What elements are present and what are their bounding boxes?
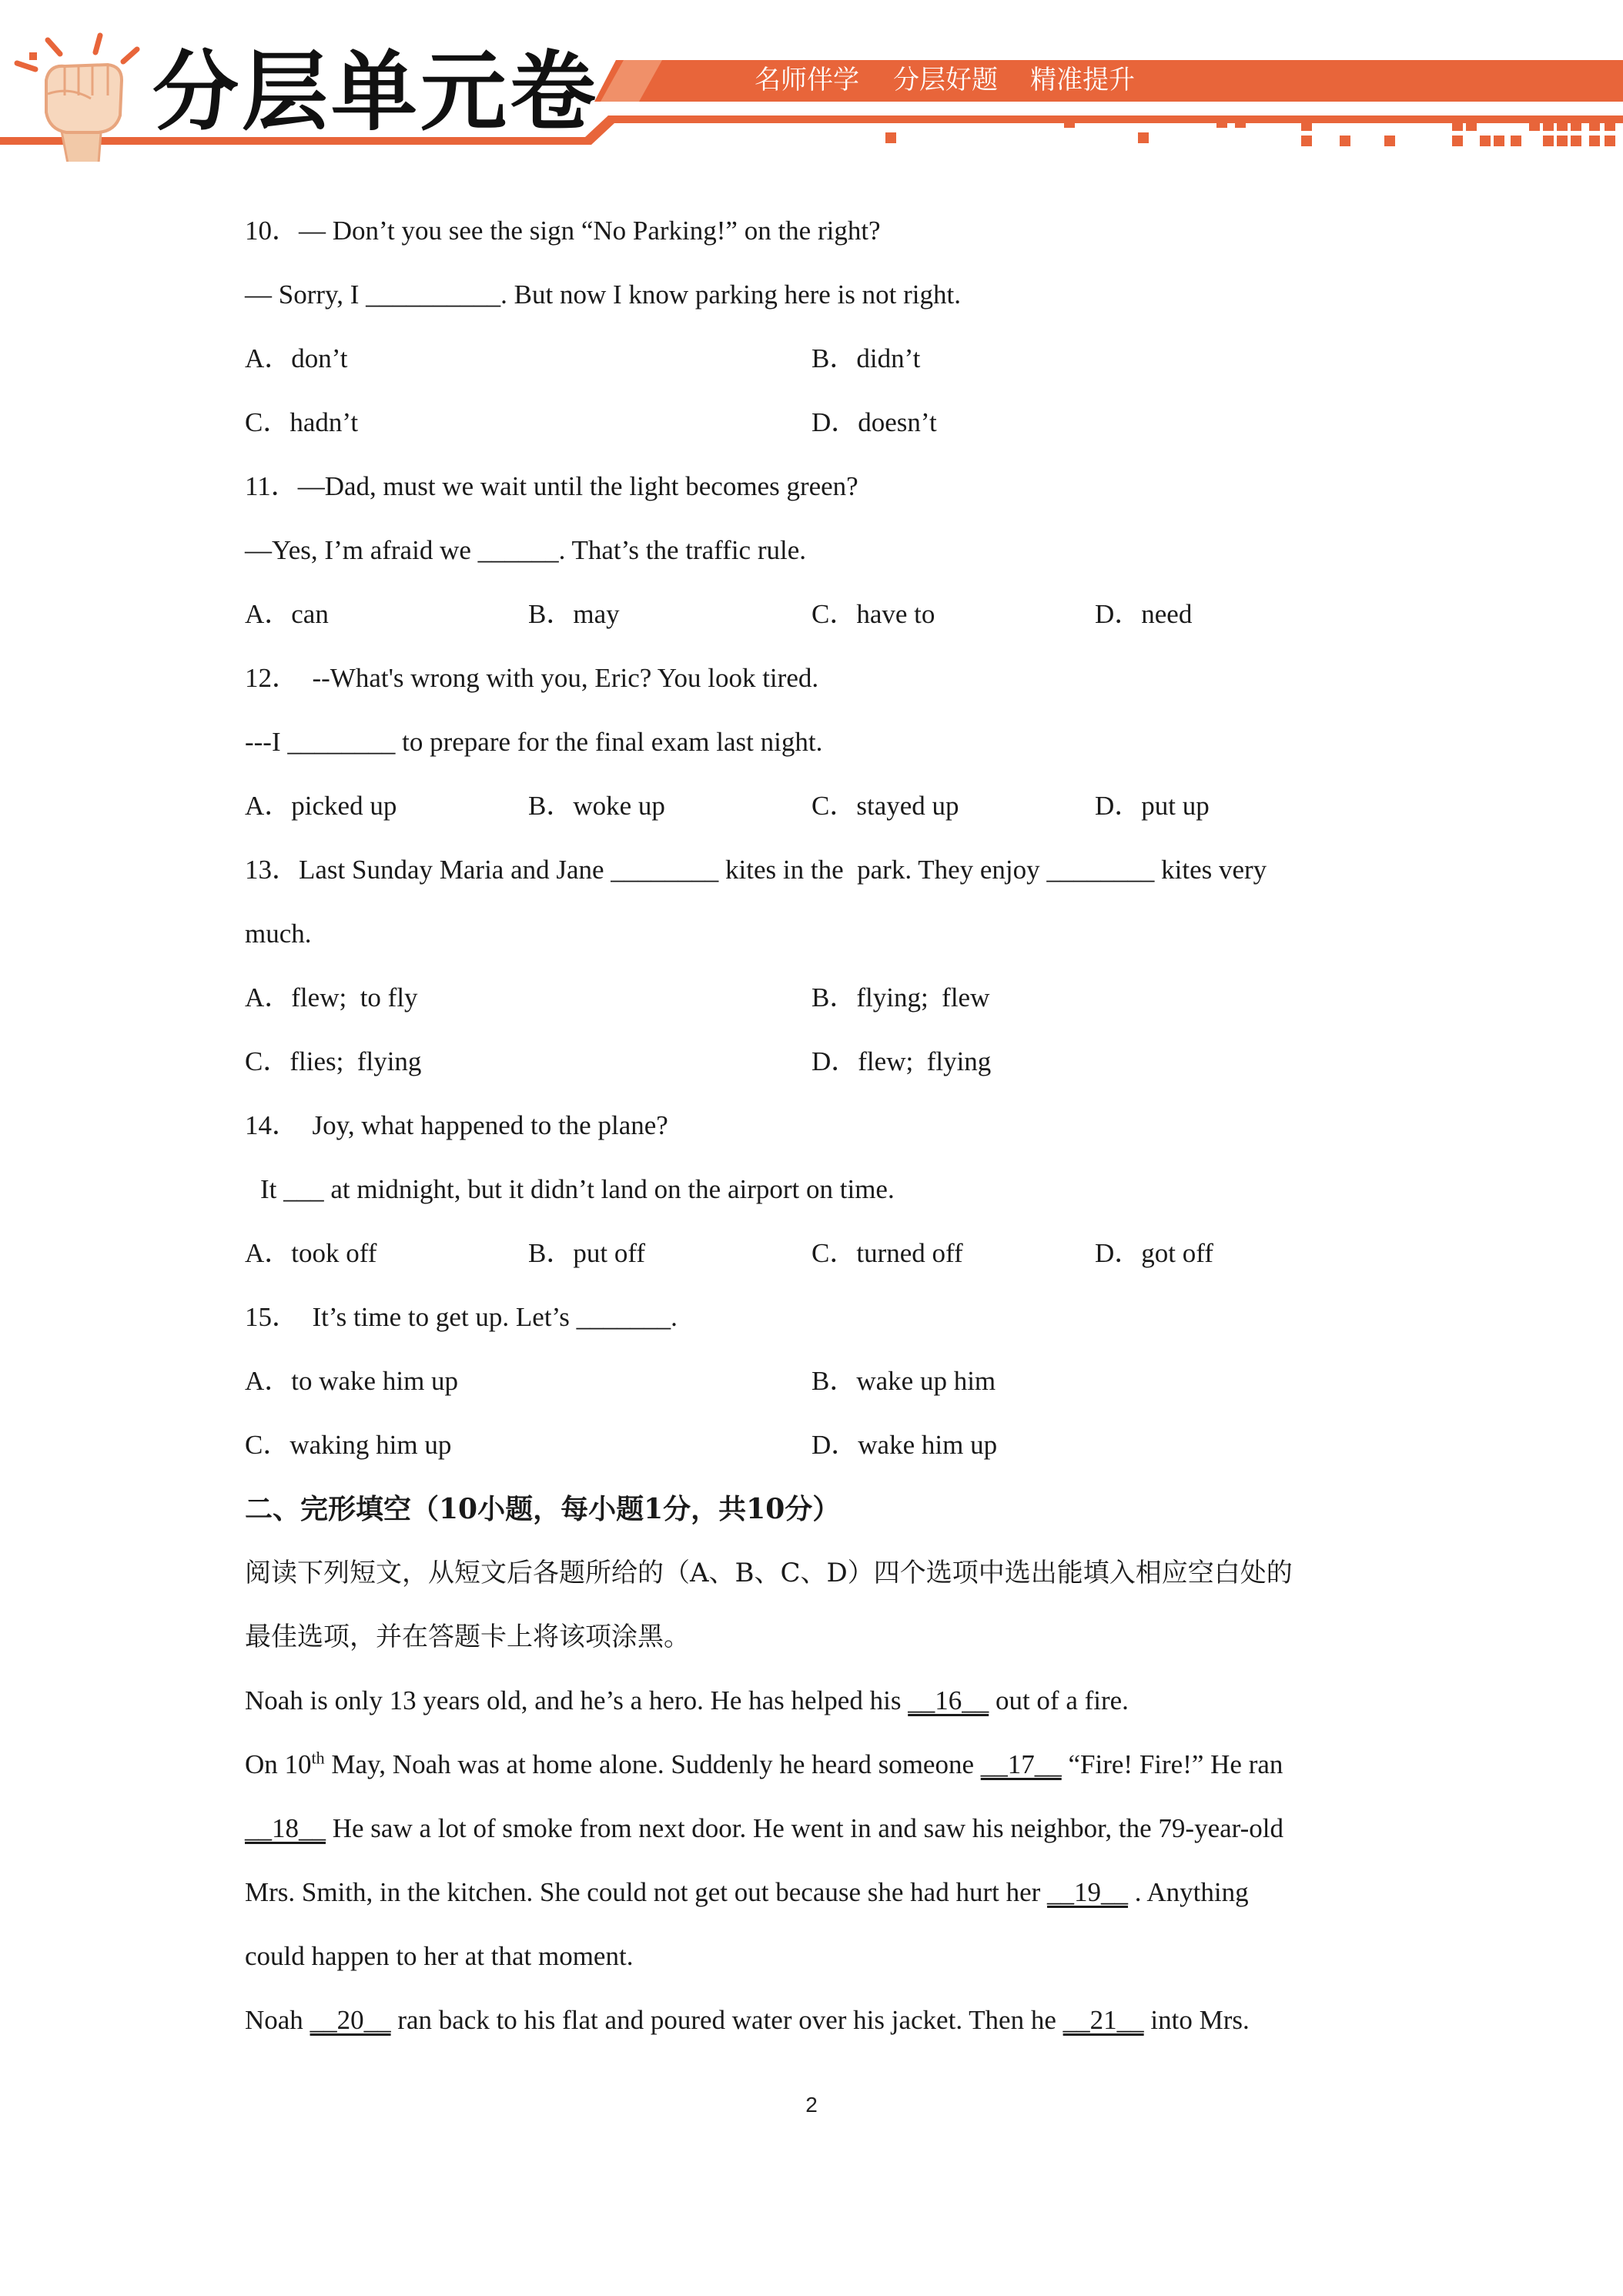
question-12-reply: ---I ________ to prepare for the final exam last night. [245,727,823,757]
option-b: B．didn’t [812,343,921,373]
question-13-stem-continued: much. [245,919,312,949]
option-d: D．need [1095,599,1193,629]
passage-line-6 [245,1991,1415,2055]
blank-18: __18__ [245,1813,326,1843]
option-c: C．flies; flying [245,1046,422,1076]
question-13-options-row-2 [245,1033,1415,1096]
passage-text: Noah [245,2005,310,2035]
option-c: C．stayed up [812,791,959,821]
blank-19: __19__ [1047,1877,1129,1907]
option-c: C．have to [812,599,935,629]
page-header [0,0,1623,162]
question-11-options [245,585,1415,649]
passage-text: On 10 [245,1749,312,1779]
question-11-stem: 11．—Dad, must we wait until the light becomes green? [245,471,858,501]
section-2-instruction-line-2: 最佳选项，并在答题卡上将该项涂黑。 [245,1622,690,1652]
passage-text: He saw a lot of smoke from next door. He went in and saw his neighbor, the 79-year-old [326,1813,1283,1843]
question-14-stem: 14． Joy, what happened to the plane? [245,1110,668,1140]
question-13-options-row-1 [245,969,1415,1033]
passage-text: ran back to his flat and poured water over his jacket. Then he [390,2005,1063,2035]
passage-text: May, Noah was at home alone. Suddenly he heard someone [324,1749,981,1779]
option-b: B．flying; flew [812,982,990,1012]
question-10-options-row-1 [245,330,1415,393]
question-15-stem: 15． It’s time to get up. Let’s _______. [245,1302,678,1332]
question-14-options [245,1224,1415,1288]
option-a: A．flew; to fly [245,982,418,1012]
question-12-stem: 12． --What's wrong with you, Eric? You look tired. [245,663,819,693]
passage-text: Noah is only 13 years old, and he’s a hero. He has helped his [245,1685,909,1715]
option-a: A．can [245,599,329,629]
option-d: D．wake him up [812,1430,998,1460]
option-b: B．wake up him [812,1366,996,1396]
passage-text: Mrs. Smith, in the kitchen. She could not get out because she had hurt her [245,1877,1048,1907]
question-13-stem: 13．Last Sunday Maria and Jane ________ kites in the park. They enjoy ________ kites very [245,855,1267,885]
passage-line-3 [245,1799,1415,1863]
question-10-stem: 10．— Don’t you see the sign “No Parking!” on the right? [245,216,881,246]
page-number: 2 [805,2093,818,2117]
passage-line-5: could happen to her at that moment. [245,1941,634,1971]
question-15-options-row-2 [245,1416,1415,1480]
question-12-options [245,777,1415,841]
question-14-reply: It ___ at midnight, but it didn’t land on the airport on time. [260,1174,895,1204]
slogan-2: 分层好题 [893,65,998,95]
exam-content [245,202,1415,2055]
section-2-heading: 二、完形填空（10小题，每小题1分，共10分） [245,1493,841,1525]
superscript-th: th [311,1748,325,1768]
option-b: B．woke up [528,791,665,821]
option-c: C．turned off [812,1238,963,1268]
option-a: A．don’t [245,343,348,373]
brand-title: 分层单元卷 [152,42,599,142]
passage-line-1 [245,1672,1415,1735]
blank-21: __21__ [1062,2005,1144,2035]
option-c: C．waking him up [245,1430,452,1460]
passage-line-2 [245,1735,1415,1799]
passage-line-4 [245,1863,1415,1927]
slogan-3: 精准提升 [1030,65,1135,95]
passage-text: into Mrs. [1143,2005,1250,2035]
option-c: C．hadn’t [245,407,359,437]
question-15-options-row-1 [245,1352,1415,1416]
option-b: B．put off [528,1238,645,1268]
option-b: B．may [528,599,620,629]
option-a: A．to wake him up [245,1366,459,1396]
option-d: D．doesn’t [812,407,937,437]
option-d: D．flew; flying [812,1046,992,1076]
passage-text: . Anything [1128,1877,1249,1907]
blank-16: __16__ [908,1685,989,1715]
slogan-1: 名师伴学 [755,65,859,95]
option-a: A．picked up [245,791,397,821]
option-a: A．took off [245,1238,377,1268]
passage-text: out of a fire. [989,1685,1129,1715]
section-2-instruction-line-1: 阅读下列短文，从短文后各题所给的（A、B、C、D）四个选项中选出能填入相应空白处的 [245,1558,1293,1588]
question-10-reply: — Sorry, I __________. But now I know parking here is not right. [245,279,961,310]
question-11-reply: —Yes, I’m afraid we ______. That’s the traffic rule. [245,535,807,565]
question-10-options-row-2 [245,393,1415,457]
passage-text: “Fire! Fire!” He ran [1061,1749,1283,1779]
option-d: D．put up [1095,791,1210,821]
blank-20: __20__ [310,2005,391,2035]
blank-17: __17__ [980,1749,1062,1779]
option-d: D．got off [1095,1238,1213,1268]
